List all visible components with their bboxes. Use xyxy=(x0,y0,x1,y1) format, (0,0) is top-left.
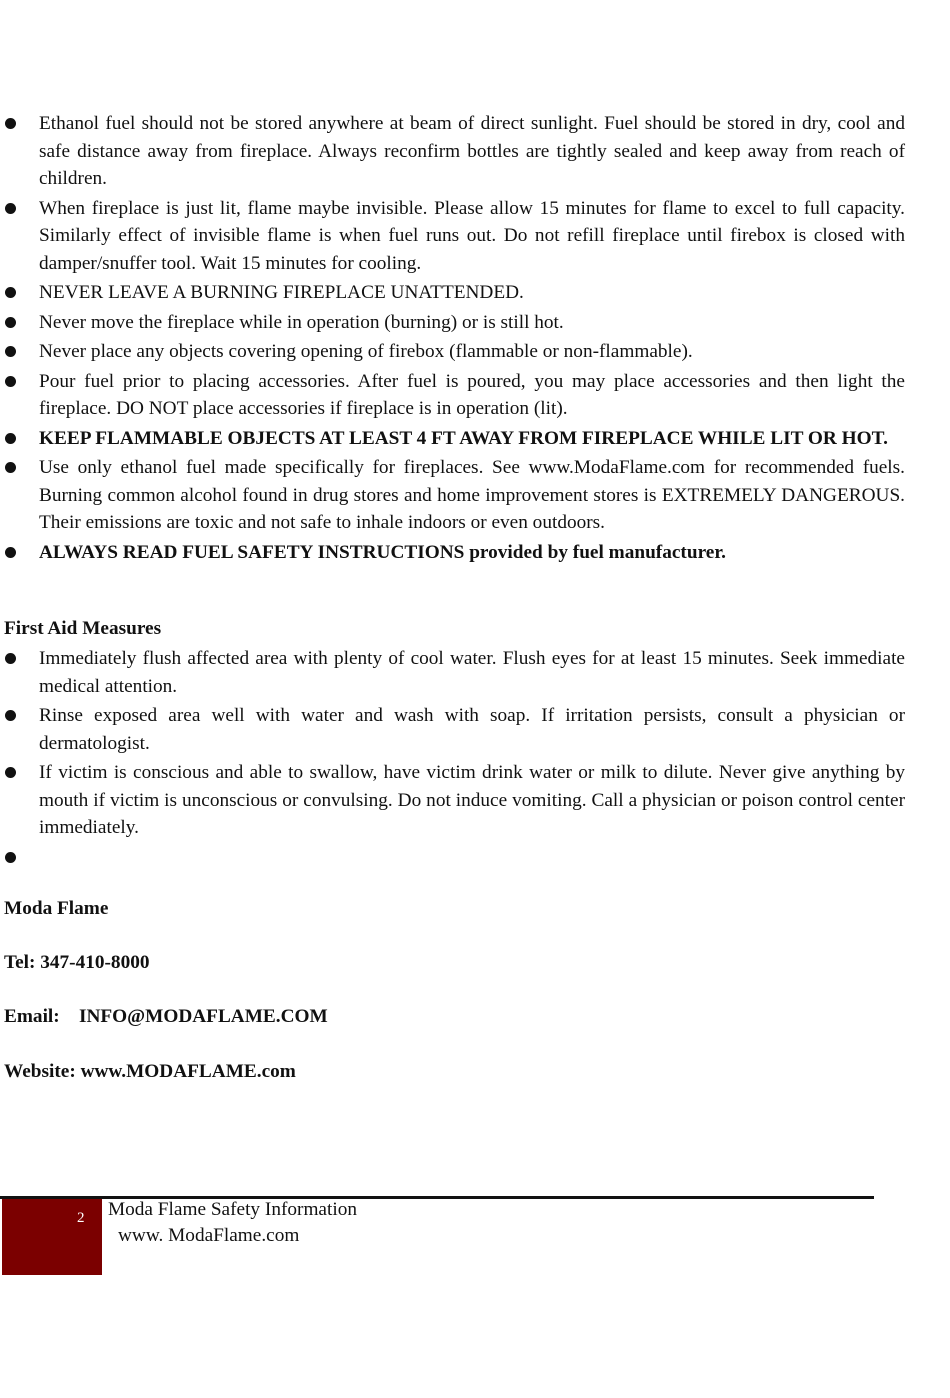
list-item xyxy=(0,425,905,453)
page-number: 2 xyxy=(77,1210,85,1226)
footer-url: www. ModaFlame.com xyxy=(118,1225,300,1246)
bullet-icon xyxy=(5,547,16,558)
first-aid-list xyxy=(0,645,950,873)
safety-instructions-list xyxy=(0,110,950,568)
bullet-icon xyxy=(5,317,16,328)
list-item-text: Ethanol fuel should not be stored anywhere at beam of direct sunlight. Fuel should be stored in dry, cool and safe distance away from fireplace. Always reconfirm bottles are tightly sealed and keep away from reach of children. xyxy=(39,113,905,189)
contact-email: Email: INFO@MODAFLAME.COM xyxy=(4,1006,328,1027)
list-item-text: NEVER LEAVE A BURNING FIREPLACE UNATTENDED. xyxy=(39,282,524,303)
footer-accent-box xyxy=(2,1199,102,1275)
list-item-text: ALWAYS READ FUEL SAFETY INSTRUCTIONS provided by fuel manufacturer. xyxy=(39,541,726,563)
list-item-text: If victim is conscious and able to swallow, have victim drink water or milk to dilute. Never give anything by mouth if victim is unconscious or convulsing. Do not induce vomiting. Call a physician or poison control center immediately. xyxy=(39,762,905,838)
list-item xyxy=(0,844,905,872)
list-item-text: Never place any objects covering opening of firebox (flammable or non-flammable). xyxy=(39,341,693,362)
bullet-icon xyxy=(5,118,16,129)
list-item xyxy=(0,279,905,307)
list-item xyxy=(0,645,905,700)
list-item xyxy=(0,110,905,193)
list-item-text: Immediately flush affected area with plenty of cool water. Flush eyes for at least 15 minutes. Seek immediate medical attention. xyxy=(39,648,905,697)
bullet-icon xyxy=(5,433,16,444)
list-item xyxy=(0,309,905,337)
list-item-text: Never move the fireplace while in operation (burning) or is still hot. xyxy=(39,311,564,333)
list-item-text: Use only ethanol fuel made specifically for fireplaces. See www.ModaFlame.com for recommended fuels. Burning common alcohol found in drug stores and home improvement stores is EXTREMELY DANGEROUS. Their emissions are toxic and not safe to inhale indoors or even outdoors. xyxy=(39,457,905,533)
bullet-icon xyxy=(5,462,16,473)
list-item xyxy=(0,539,905,567)
bullet-icon xyxy=(5,203,16,214)
bullet-icon xyxy=(5,287,16,298)
first-aid-heading: First Aid Measures xyxy=(4,618,162,639)
list-item-text: KEEP FLAMMABLE OBJECTS AT LEAST 4 FT AWAY FROM FIREPLACE WHILE LIT OR HOT. xyxy=(39,427,888,449)
bullet-icon xyxy=(5,767,16,778)
list-item xyxy=(0,338,905,366)
footer-title: Moda Flame Safety Information xyxy=(108,1199,357,1220)
bullet-icon xyxy=(5,852,16,863)
bullet-icon xyxy=(5,710,16,721)
list-item xyxy=(0,368,905,423)
contact-website: Website: www.MODAFLAME.com xyxy=(4,1061,296,1082)
list-item-text xyxy=(39,844,905,872)
list-item xyxy=(0,759,905,842)
contact-telephone: Tel: 347-410-8000 xyxy=(4,952,150,973)
bullet-icon xyxy=(5,376,16,387)
contact-company-name: Moda Flame xyxy=(4,898,109,919)
bullet-icon xyxy=(5,346,16,357)
list-item xyxy=(0,195,905,278)
bullet-icon xyxy=(5,653,16,664)
list-item xyxy=(0,702,905,757)
list-item-text: When fireplace is just lit, flame maybe invisible. Please allow 15 minutes for flame to excel to full capacity. Similarly effect of invisible flame is when fuel runs out. Do not refill fireplace until firebox is closed with damper/snuffer tool. Wait 15 minutes for cooling. xyxy=(39,197,905,274)
list-item-text: Rinse exposed area well with water and wash with soap. If irritation persists, consult a physician or dermatologist. xyxy=(39,705,905,754)
list-item-text: Pour fuel prior to placing accessories. After fuel is poured, you may place accessories and then light the fireplace. DO NOT place accessories if fireplace is in operation (lit). xyxy=(39,370,905,419)
list-item xyxy=(0,454,905,537)
